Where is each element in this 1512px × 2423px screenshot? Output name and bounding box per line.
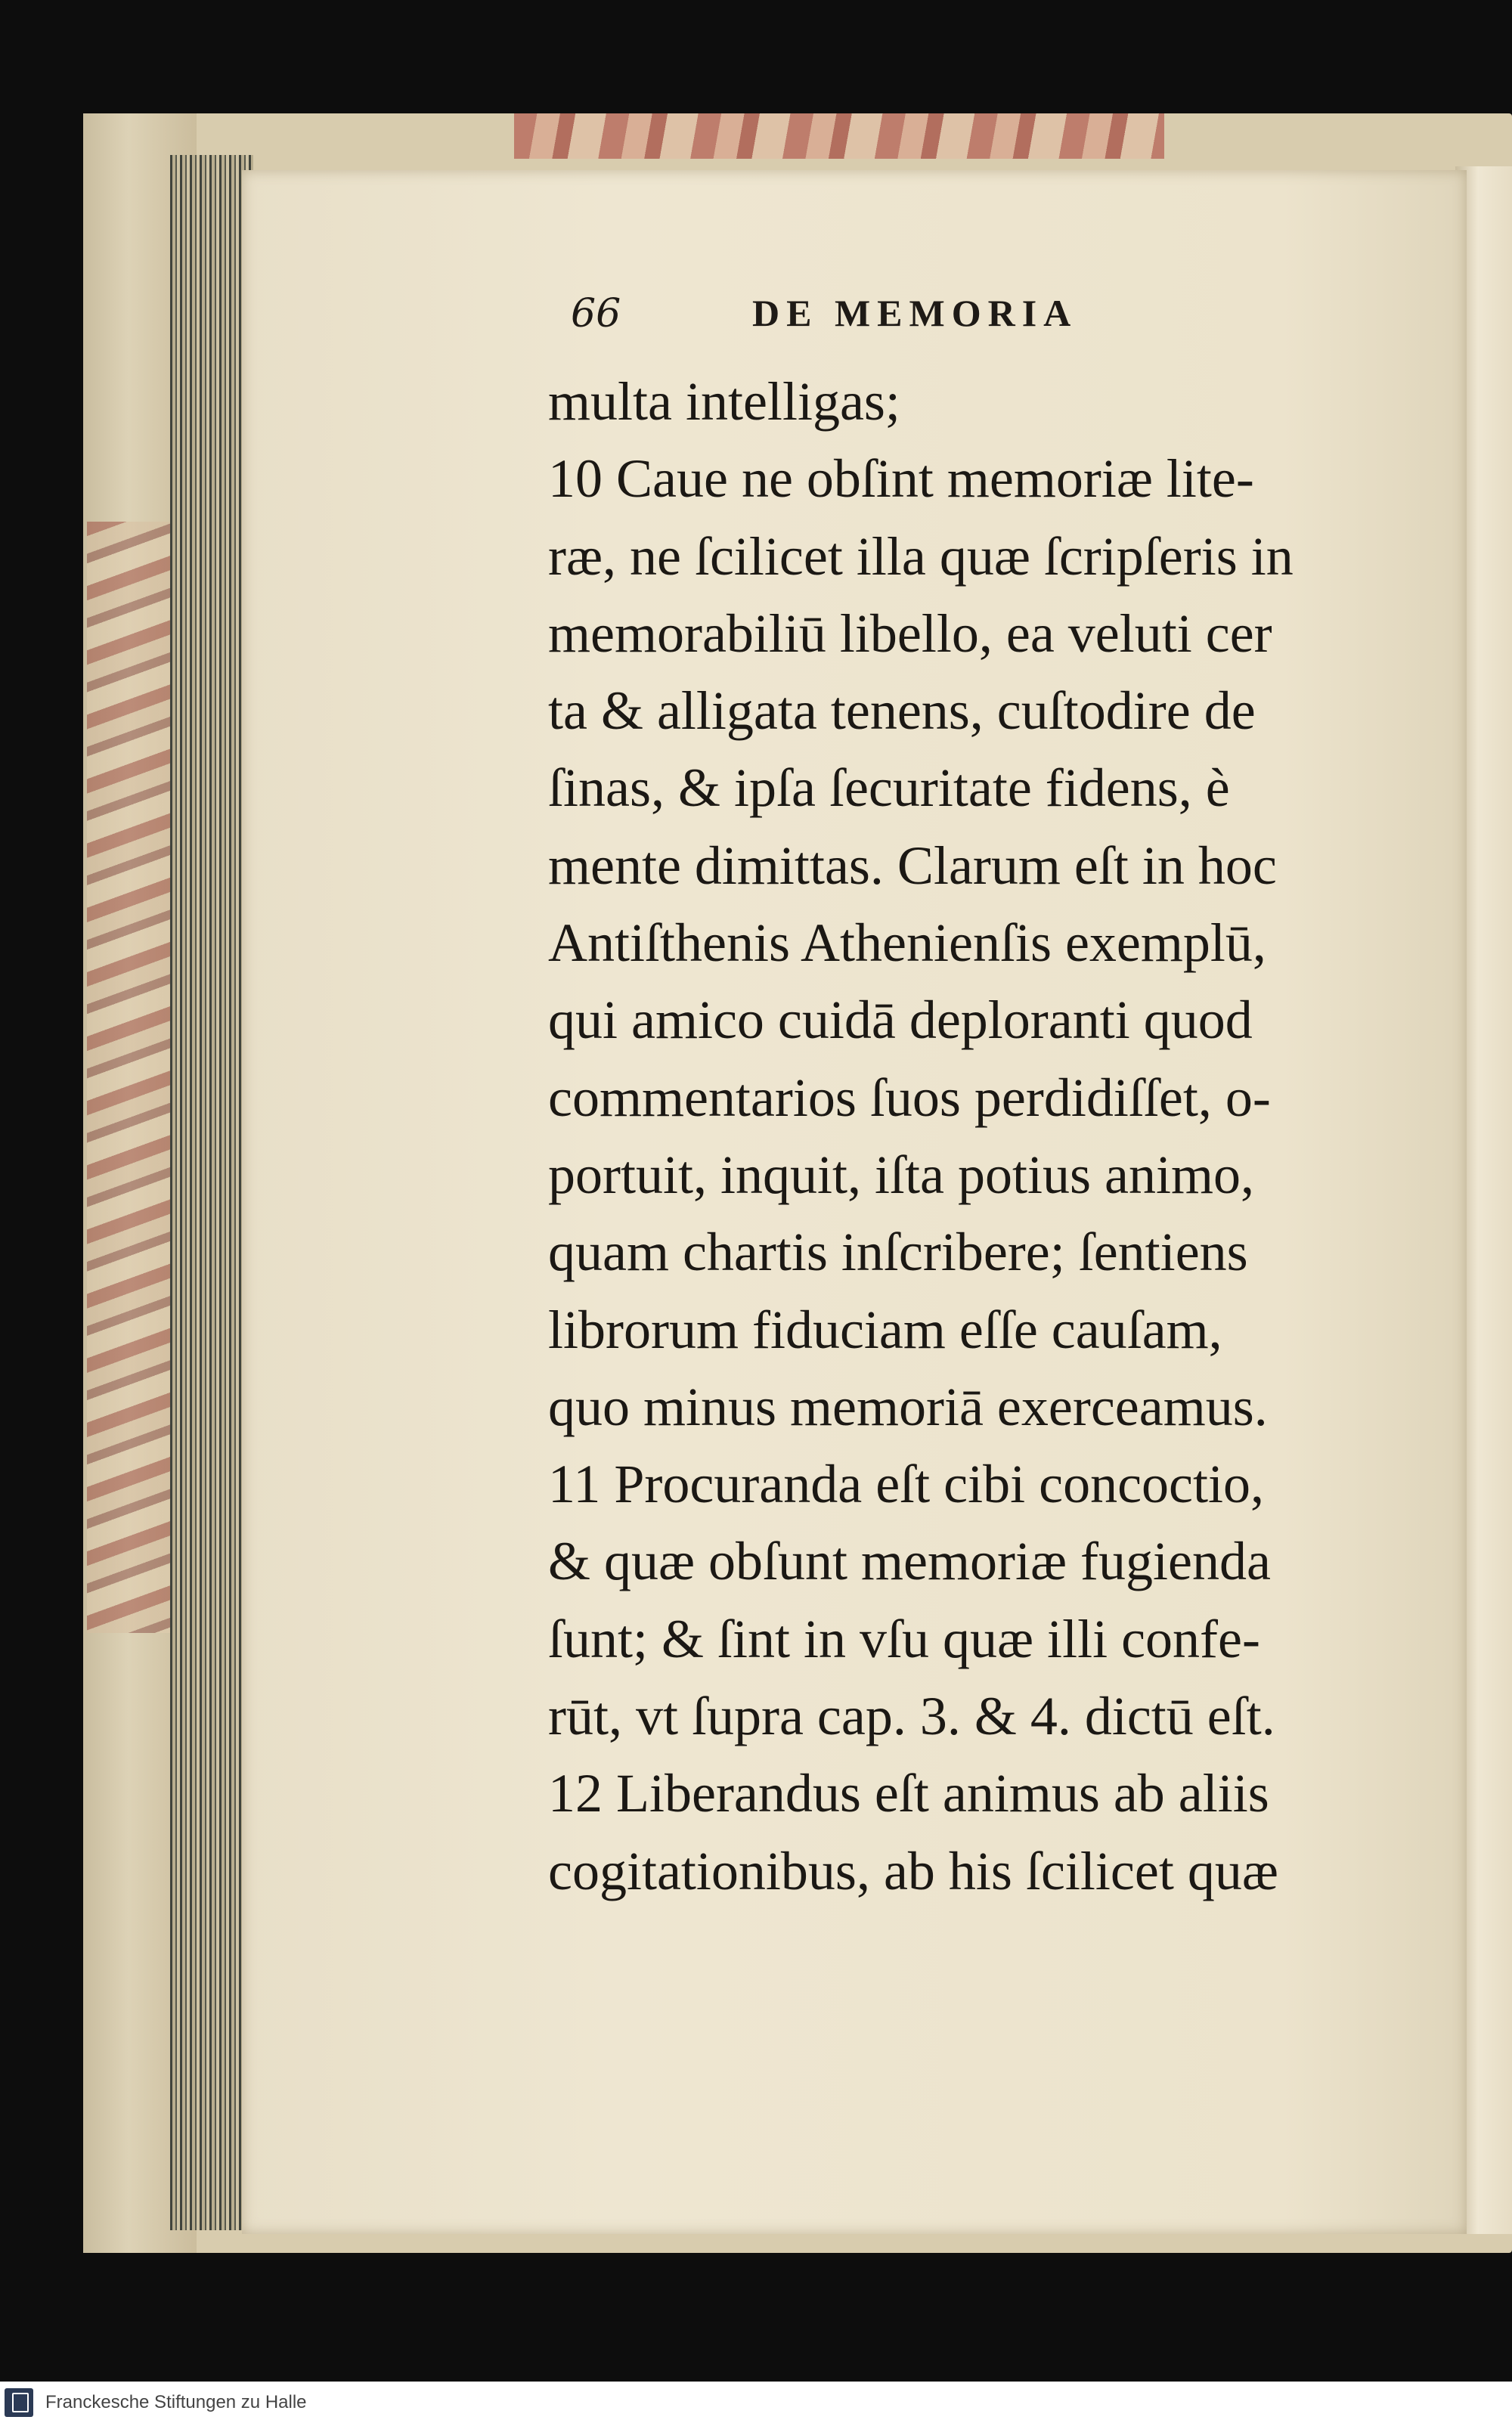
text-line: ſunt; & ſint in vſu quæ illi confe-: [548, 1608, 1260, 1669]
text-block: [548, 363, 1368, 1910]
text-line: 11 Procuranda eſt cibi concoctio,: [548, 1454, 1265, 1515]
page-header: [571, 291, 1191, 344]
footer-bar: [0, 2381, 1512, 2423]
text-line: rūt, vt ſupra cap. 3. & 4. dictū eſt.: [548, 1686, 1275, 1747]
text-line: portuit, inquit, iſta potius animo,: [548, 1144, 1254, 1205]
text-line: ſinas, & ipſa ſecuritate fidens, è: [548, 758, 1230, 819]
text-line: ræ, ne ſcilicet illa quæ ſcripſeris in: [548, 525, 1294, 587]
text-line: librorum fiduciam eſſe cauſam,: [548, 1299, 1222, 1360]
marbled-endpaper-strip: [87, 522, 170, 1633]
text-line: memorabiliū libello, ea veluti cer: [548, 603, 1272, 664]
page-edges: [170, 155, 253, 2230]
text-line: multa intelligas;: [548, 371, 900, 432]
text-line: 12 Liberandus eſt animus ab aliis: [548, 1763, 1269, 1824]
text-line: 10 Caue ne obſint memoriæ lite-: [548, 448, 1254, 510]
text-line: ta & alligata tenens, cuſtodire de: [548, 680, 1256, 742]
institution-logo-icon: [5, 2388, 33, 2417]
marbled-endpaper-top: [514, 113, 1164, 159]
running-head: DE MEMORIA: [752, 292, 1078, 334]
text-line: mente dimittas. Clarum eſt in hoc: [548, 835, 1277, 896]
text-line: commentarios ſuos perdidiſſet, o-: [548, 1067, 1271, 1128]
text-line: & quæ obſunt memoriæ fugienda: [548, 1531, 1271, 1592]
page-number: 66: [571, 291, 621, 336]
text-line: cogitationibus, ab his ſcilicet quæ: [548, 1840, 1278, 1901]
text-line: qui amico cuidā deploranti quod: [548, 990, 1253, 1051]
institution-name: Franckesche Stiftungen zu Halle: [45, 2392, 307, 2412]
text-line: quo minus memoriā exerceamus.: [548, 1376, 1268, 1437]
text-line: Antiſthenis Athenienſis exemplū,: [548, 912, 1266, 974]
text-line: quam chartis inſcribere; ſentiens: [548, 1222, 1248, 1283]
